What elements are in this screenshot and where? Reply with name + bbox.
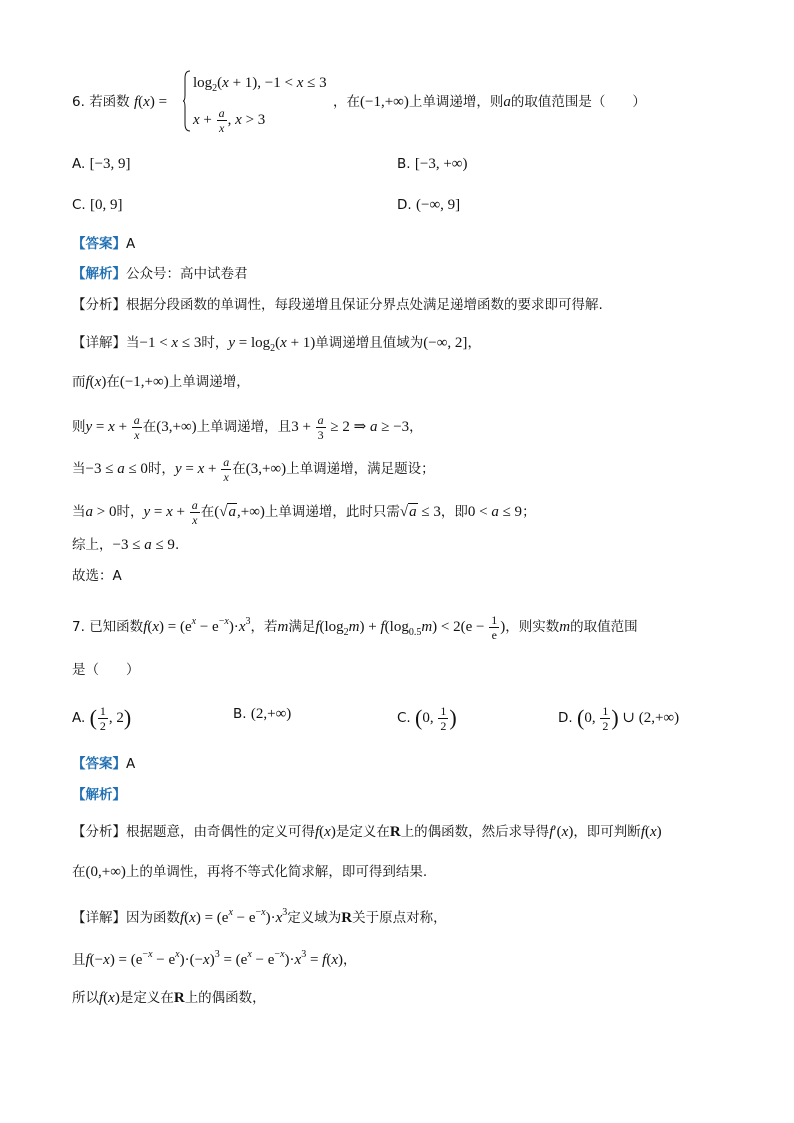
q7-detail-2: 且$f(-x) = (e^{-x} - e^x)\cdot(-x)^3 = (e^x - e^{-x})\cdot x^3 = f(x)$，	[72, 949, 357, 968]
text-q7-stem-f: 是（ ）	[72, 662, 140, 678]
text-labels-analysis: 【解析】	[72, 787, 126, 803]
text-q7-C: C.	[397, 709, 411, 726]
q6-pick	[72, 566, 122, 586]
text-labels-answer: 【答案】	[72, 756, 126, 772]
text-q6-d6: 综上，	[72, 537, 113, 553]
q7-analysis	[72, 785, 126, 805]
text-q6-d1b: 时，	[201, 335, 229, 351]
q6-detail-1: 【详解】当−1 < x ≤ 3时，$y = \log_2(x + 1)$单调递增且值域为(−∞, 2]，	[72, 335, 481, 354]
text-q7-d3a: 所以	[72, 990, 99, 1006]
text-labels-detail: 【详解】	[72, 910, 126, 926]
q6-fenxi	[72, 295, 603, 315]
q6-detail-6: 综上，−3 ≤ a ≤ 9.	[72, 537, 180, 553]
text-q6-stem-tail: 上单调递增，则	[408, 94, 504, 110]
q6-answer	[72, 234, 135, 254]
text-q6-d4a: 当	[72, 460, 86, 477]
text-q6-d2c: 上单调递增，	[168, 374, 250, 390]
text-q6-A: A.	[72, 156, 86, 172]
q6-piece-2: x + $\frac{a}{x}$ , x > 3	[193, 106, 266, 135]
text-q6-D: D.	[397, 197, 412, 213]
q7-option-b: B. (2,+∞)	[233, 706, 292, 722]
q6-detail-2: 而f(x)在(−1,+∞)上单调递增，	[72, 374, 250, 390]
text-q7-stem-d: ，则实数	[505, 619, 560, 635]
text-q7-d1b: 定义域为	[287, 910, 342, 926]
q7-detail-1: 【详解】因为函数$f(x) = (e^x - e^{-x})\cdot x^3$定义域为R关于原点对称，	[72, 907, 447, 926]
q6-option-d: D. (−∞, 9]	[397, 197, 461, 213]
text-labels-detail: 【详解】	[72, 335, 126, 351]
text-labels-fenxi: 【分析】	[72, 824, 126, 840]
q6-stem	[72, 92, 167, 112]
q7-option-d: D. (0, $\frac{1}{2}$ ) ∪ (2,+∞)	[558, 704, 680, 733]
text-q6-d5c: 在	[200, 503, 215, 520]
text-q6-d1c: 单调递增且值域为	[315, 335, 424, 351]
text-q6-d4c: 在	[232, 460, 246, 477]
text-q7-B: B.	[233, 706, 247, 722]
text-q7-d3b: 是定义在	[119, 990, 174, 1006]
text-q6-fenxi: 根据分段函数的单调性，每段递增且保证分界点处满足递增函数的要求即可得解.	[126, 297, 603, 313]
q6-option-a: A. [−3, 9]	[72, 156, 131, 172]
text-q7-d3c: 上的偶函数，	[184, 990, 266, 1006]
q7-fenxi-1: 【分析】根据题意，由奇偶性的定义可得f(x)是定义在R上的偶函数，然后求导得f′(x)，即可判断f(x)	[72, 824, 662, 840]
text-q6-d5a: 当	[72, 503, 86, 520]
q7-detail-3: 所以f(x)是定义在R上的偶函数，	[72, 990, 266, 1006]
text-q6-d5e: ，即	[440, 503, 468, 520]
text-q7-stem-b: ，若	[250, 619, 278, 635]
text-q6-d5b: 时，	[116, 503, 144, 520]
q6-function-name: f(x) =	[133, 94, 168, 110]
text-q6-pick: 故选：A	[72, 568, 122, 584]
q7-option-c: C. (0, $\frac{1}{2}$ )	[397, 704, 457, 733]
q6-detail-5: 当a > 0时，y = x + $\frac{a}{x}$ 在(√a,+∞)上单调递增，此时只需√a ≤ 3，即0 < a ≤ 9；	[72, 498, 536, 527]
text-q7-fenxi-d: ，即可判断	[573, 824, 641, 840]
q6-detail-4: 当−3 ≤ a ≤ 0时，y = x + $\frac{a}{x}$ 在(3,+∞)上单调递增，满足题设；	[72, 455, 435, 484]
q7-answer	[72, 754, 135, 774]
q7-stem-2	[72, 660, 140, 680]
q6-piece-1: $\log_2(x + 1)$, −1 < x ≤ 3	[193, 75, 327, 94]
text-q7-stem-c: 满足	[288, 619, 316, 635]
text-q6-answer: A	[126, 236, 136, 252]
q6-option-c: C. [0, 9]	[72, 197, 123, 213]
text-labels-answer: 【答案】	[72, 236, 126, 252]
text-q7-A: A.	[72, 709, 86, 726]
text-q7-answer: A	[126, 756, 136, 772]
text-q7-num: 7.	[72, 619, 85, 635]
q6-number: 6.	[72, 94, 85, 110]
text-q7-stem-e: 的取值范围	[570, 619, 638, 635]
text-q7-D: D.	[558, 709, 573, 726]
text-labels-analysis: 【解析】	[72, 266, 126, 282]
text-q6-d2b: 在	[106, 374, 120, 390]
text-q7-d1a: 因为函数	[126, 910, 180, 926]
piecewise-brace-icon	[183, 70, 191, 132]
q6-stem-tail: ，在(−1,+∞)上单调递增，则a的取值范围是（ ）	[333, 94, 646, 110]
text-q7-fenxi-b: 是定义在	[335, 824, 390, 840]
q6-analysis	[72, 264, 248, 284]
text-q6-d2a: 而	[72, 374, 86, 390]
text-q6-d4d: 上单调递增，满足题设；	[286, 460, 435, 477]
q6-detail-3: 则y = x + $\frac{a}{x}$ 在(3,+∞)上单调递增，且3 + $\frac{a}{3}$ ≥ 2 ⇒ a ≥ −3，	[72, 413, 423, 442]
text-q7-fenxi-a: 根据题意，由奇偶性的定义可得	[126, 824, 315, 840]
text-q6-stem-end: 的取值范围是（ ）	[510, 94, 646, 110]
text-q6-d1a: 当	[126, 335, 140, 351]
text-q7-d1c: 关于原点对称，	[352, 910, 447, 926]
q6-option-b: B. [−3, +∞)	[397, 156, 468, 172]
text-q6-d3a: 则	[72, 418, 86, 435]
q7-option-a: A. ( $\frac{1}{2}$ , 2)	[72, 704, 132, 733]
text-q6-stem-suffix: ，在	[333, 94, 360, 110]
text-q6-C: C.	[72, 197, 86, 213]
text-q7-stem-a: 已知函数	[89, 619, 144, 635]
text-q7-fenxi-c: 上的偶函数，然后求导得	[400, 824, 550, 840]
text-labels-fenxi: 【分析】	[72, 297, 126, 313]
text-q7-fenxi-f: 上的单调性，再将不等式化简求解，即可得到结果.	[125, 864, 428, 880]
text-q6-B: B.	[397, 156, 411, 172]
text-q7-d2a: 且	[72, 952, 86, 968]
text-q6-d3b: 在	[142, 418, 157, 435]
text-q6-stem-prefix: 若函数	[89, 94, 130, 110]
q7-stem: 7. 已知函数$f(x) = (e^x - e^{-x})\cdot x^3$，若m满足$f(\log_2m) + f(\log_{0.5}m) < 2(e$ − $\frac{1}{e}$ )，则实数m的取值范围	[72, 613, 638, 643]
text-q6-d3c: 上单调递增，且	[196, 418, 292, 435]
text-q7-fenxi-e: 在	[72, 864, 86, 880]
text-q6-d4b: 时，	[147, 460, 175, 477]
text-q6-ad: 公众号：高中试卷君	[126, 266, 248, 282]
text-q6-d5d: 上单调递增，此时只需	[264, 503, 400, 520]
q7-fenxi-2: 在(0,+∞)上的单调性，再将不等式化简求解，即可得到结果.	[72, 864, 428, 880]
